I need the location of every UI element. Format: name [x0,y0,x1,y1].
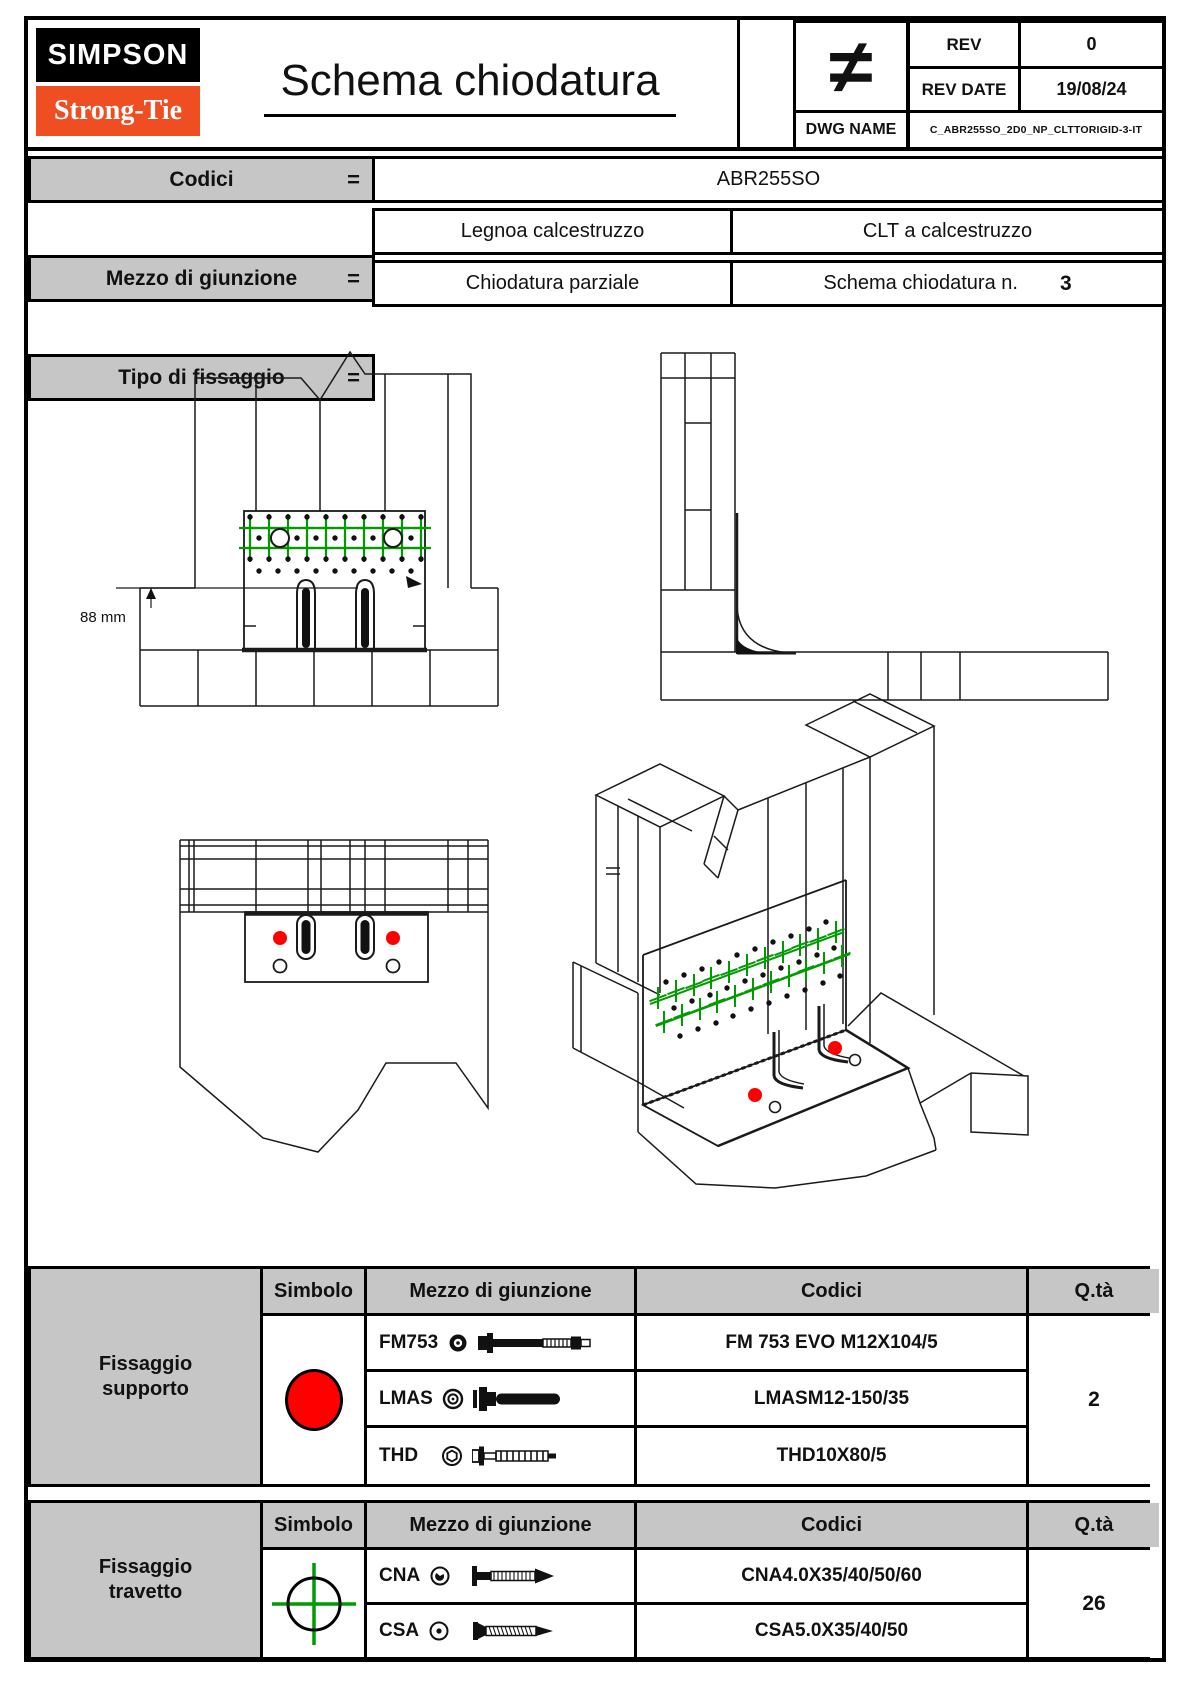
csa-head-icon [428,1620,450,1642]
row-cna: CNA [367,1550,634,1602]
thd-screw-icon [472,1443,572,1469]
cna-head-icon [429,1565,451,1587]
equals-sign: = [347,364,360,390]
rev-value: 0 [1018,20,1162,69]
code-lmas: LMASM12-150/35 [637,1372,1026,1425]
dimension-label: 88 mm [80,609,126,626]
plate-hole [384,529,402,547]
dwg-name-label: DWG NAME [793,110,909,150]
side-view [661,353,1108,700]
code-fm753: FM 753 EVO M12X104/5 [637,1316,1026,1369]
col-header-mezzo: Mezzo di giunzione [367,1503,634,1547]
col-header-qta: Q.tà [1029,1503,1159,1547]
green-cross-circle-symbol-icon [271,1561,357,1647]
info-row1-value: ABR255SO [372,156,1162,203]
group-label-travetto: Fissaggio travetto [31,1503,260,1657]
cna-nail-icon [472,1563,572,1589]
logo-line2: Strong-Tie [53,95,183,126]
header-bottom-rule [28,147,1162,151]
anchor-marker-red [386,931,400,945]
col-header-mezzo: Mezzo di giunzione [367,1269,634,1313]
info-row2-value2: CLT a calcestruzzo [730,208,1162,255]
code-csa: CSA5.0X35/40/50 [637,1605,1026,1657]
rev-label: REV [907,20,1021,69]
info-row2-label: Mezzo di giunzione = [28,255,375,302]
info-row3-label: Tipo di fissaggio = [28,354,375,401]
travetto-symbol-cell [263,1550,364,1657]
info-row1-label: Codici = [28,156,375,203]
page-title: Schema chiodatura [208,38,732,134]
not-equal-symbol-cell [793,20,909,113]
anchor-marker-red [828,1041,842,1055]
equals-sign: = [347,166,360,192]
code-thd: THD10X80/5 [637,1428,1026,1484]
not-equal-icon: ≠ [829,23,873,109]
supporto-qty: 2 [1029,1316,1159,1484]
info-row3-value2: Schema chiodatura n. 3 [730,260,1162,307]
plate-hole [271,529,289,547]
code-cna: CNA4.0X35/40/50/60 [637,1550,1026,1602]
rev-date-label: REV DATE [907,66,1021,113]
travetto-qty: 26 [1029,1550,1159,1657]
schema-number: 3 [1059,271,1072,295]
header-divider [737,20,740,150]
row-csa: CSA [367,1605,634,1657]
row-thd: THD [367,1428,634,1484]
equals-sign: = [347,265,360,291]
red-circle-symbol-icon [285,1369,343,1431]
lmas-head-icon [442,1388,464,1410]
strongtie-logo [36,86,200,136]
logo-line1: SIMPSON [47,38,189,71]
fissaggio-supporto-table [28,1266,1150,1487]
csa-screw-icon [473,1618,573,1644]
anchor-marker-red [273,931,287,945]
col-header-qta: Q.tà [1029,1269,1159,1313]
col-header-simbolo: Simbolo [263,1503,364,1547]
info-row2-value1: Legnoa calcestruzzo [372,208,733,255]
fm753-bolt-icon [478,1330,594,1356]
fissaggio-travetto-table [28,1500,1150,1660]
plan-view [180,840,488,1152]
anchor-marker-red [748,1088,762,1102]
info-row3-value1: Chiodatura parziale [372,260,733,307]
lmas-anchor-icon [473,1386,573,1412]
supporto-symbol-cell [263,1316,364,1484]
row-lmas: LMAS [367,1372,634,1425]
rev-date-value: 19/08/24 [1018,66,1162,113]
fm753-head-icon [447,1332,469,1354]
technical-drawing [28,308,1162,1260]
group-label-supporto: Fissaggio supporto [31,1269,260,1484]
dwg-name-value: C_ABR255SO_2D0_NP_CLTTORIGID-3-IT [907,110,1162,150]
thd-head-icon [441,1445,463,1467]
drawing-sheet [24,16,1166,1662]
row-fm753: FM753 [367,1316,634,1369]
col-header-codici: Codici [637,1503,1026,1547]
col-header-simbolo: Simbolo [263,1269,364,1313]
simpson-logo [36,28,200,82]
col-header-codici: Codici [637,1269,1026,1313]
